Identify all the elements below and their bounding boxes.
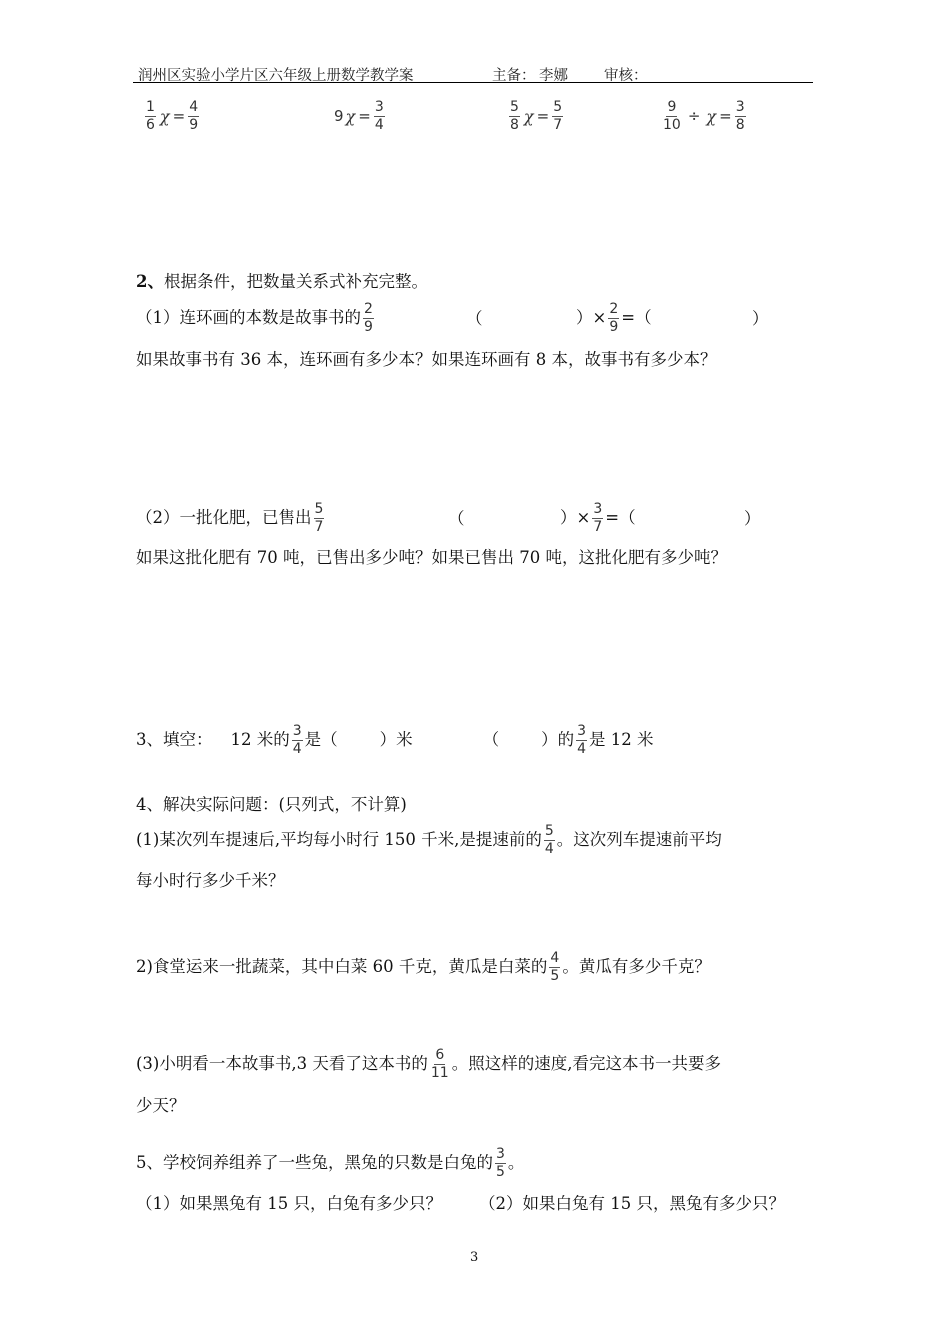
q5-part1: （1）如果黑兔有 15 只，白兔有多少只？ [136, 1194, 442, 1213]
q3-blank-a[interactable]: 是（ ）米 [304, 729, 413, 749]
q2-part1-blank-1[interactable]: （ [466, 309, 483, 328]
q2-part1-blank-2[interactable]: =（ [621, 307, 652, 327]
fraction: $\frac{5}{4}$ [544, 823, 554, 857]
fraction: $\frac{5}{8}$ [510, 99, 519, 133]
equation-3: $\frac{5}{8}$ χ = $\frac{5}{7}$ [510, 99, 563, 133]
q4-part2: 2)食堂运来一批蔬菜，其中白菜 60 千克，黄瓜是白菜的 $\frac{4}{5}$ 。黄瓜有多少千克？ [136, 950, 711, 984]
q2-part1-question: 如果故事书有 36 本，连环画有多少本？如果连环画有 8 本，故事书有多少本？ [136, 350, 717, 369]
header-reviewer-label: 审核： [604, 68, 648, 84]
q4-part3-line2: 少天？ [136, 1096, 186, 1115]
header-author-label: 主备： [492, 68, 536, 84]
q2-part2-blank-1[interactable]: （ [448, 509, 465, 528]
fraction: $\frac{5}{7}$ [553, 99, 563, 133]
q2-part2-question: 如果这批化肥有 70 吨，已售出多少吨？如果已售出 70 吨，这批化肥有多少吨？ [136, 548, 727, 567]
header-school: 润州区实验小学片区六年级上册数学教学案 [138, 68, 414, 84]
q2-part2-formula: ）× $\frac{3}{7}$ =（ [560, 501, 636, 535]
equation-2: 9 χ = $\frac{3}{4}$ [334, 99, 384, 133]
fraction: $\frac{6}{11}$ [430, 1047, 449, 1081]
q2-part2-close: ） [744, 509, 761, 528]
fraction: $\frac{4}{5}$ [550, 950, 560, 984]
fraction: $\frac{1}{6}$ [146, 99, 155, 133]
fraction: $\frac{2}{9}$ [609, 301, 619, 335]
fraction: $\frac{3}{8}$ [735, 99, 745, 133]
equation-4: $\frac{9}{10}$ ÷ χ = $\frac{3}{8}$ [663, 99, 745, 133]
fraction: $\frac{3}{4}$ [577, 723, 587, 757]
q2-part1: （1）连环画的本数是故事书的 $\frac{2}{9}$ [136, 301, 373, 335]
page-number: 3 [470, 1250, 479, 1265]
q4-part3: (3)小明看一本故事书,3 天看了这本书的 $\frac{6}{11}$ 。照这样的速度,看完这本书一共要多 [136, 1047, 721, 1081]
q2-part2-blank-2[interactable]: =（ [605, 507, 636, 527]
fraction: $\frac{9}{10}$ [663, 99, 681, 133]
header-rule [133, 82, 813, 83]
q2-part2: （2）一批化肥，已售出 $\frac{5}{7}$ [136, 501, 324, 535]
fraction: $\frac{3}{7}$ [593, 501, 603, 535]
equation-1: $\frac{1}{6}$ χ = $\frac{4}{9}$ [146, 99, 199, 133]
q4-part1: (1)某次列车提速后,平均每小时行 150 千米,是提速前的 $\frac{5}{4}$ 。这次列车提速前平均 [136, 823, 722, 857]
header-author: 李娜 [539, 68, 568, 84]
fraction: $\frac{3}{4}$ [292, 723, 302, 757]
fraction: $\frac{5}{7}$ [314, 501, 324, 535]
q3: 3、填空： 12 米的 $\frac{3}{4}$ 是（ ）米 （ ）的 $\frac{3}{4}$ 是 12 米 [136, 723, 654, 757]
q2-title: 2、根据条件，把数量关系式补充完整。 [136, 272, 428, 291]
q3-blank-b[interactable]: （ ）的 [482, 729, 575, 749]
q4-title: 4、解决实际问题：(只列式，不计算) [136, 795, 407, 814]
q5: 5、学校饲养组养了一些兔，黑兔的只数是白兔的 $\frac{3}{5}$ 。 [136, 1146, 525, 1180]
fraction: $\frac{2}{9}$ [364, 301, 373, 335]
q2-part1-close: ） [752, 309, 769, 328]
q4-part1-line2: 每小时行多少千米？ [136, 871, 285, 890]
q5-part2: （2）如果白兔有 15 只，黑兔有多少只？ [479, 1194, 785, 1213]
fraction: $\frac{3}{4}$ [374, 99, 384, 133]
fraction: $\frac{4}{9}$ [189, 99, 199, 133]
fraction: $\frac{3}{5}$ [496, 1146, 505, 1180]
q2-part1-formula: ）× $\frac{2}{9}$ =（ [576, 301, 652, 335]
